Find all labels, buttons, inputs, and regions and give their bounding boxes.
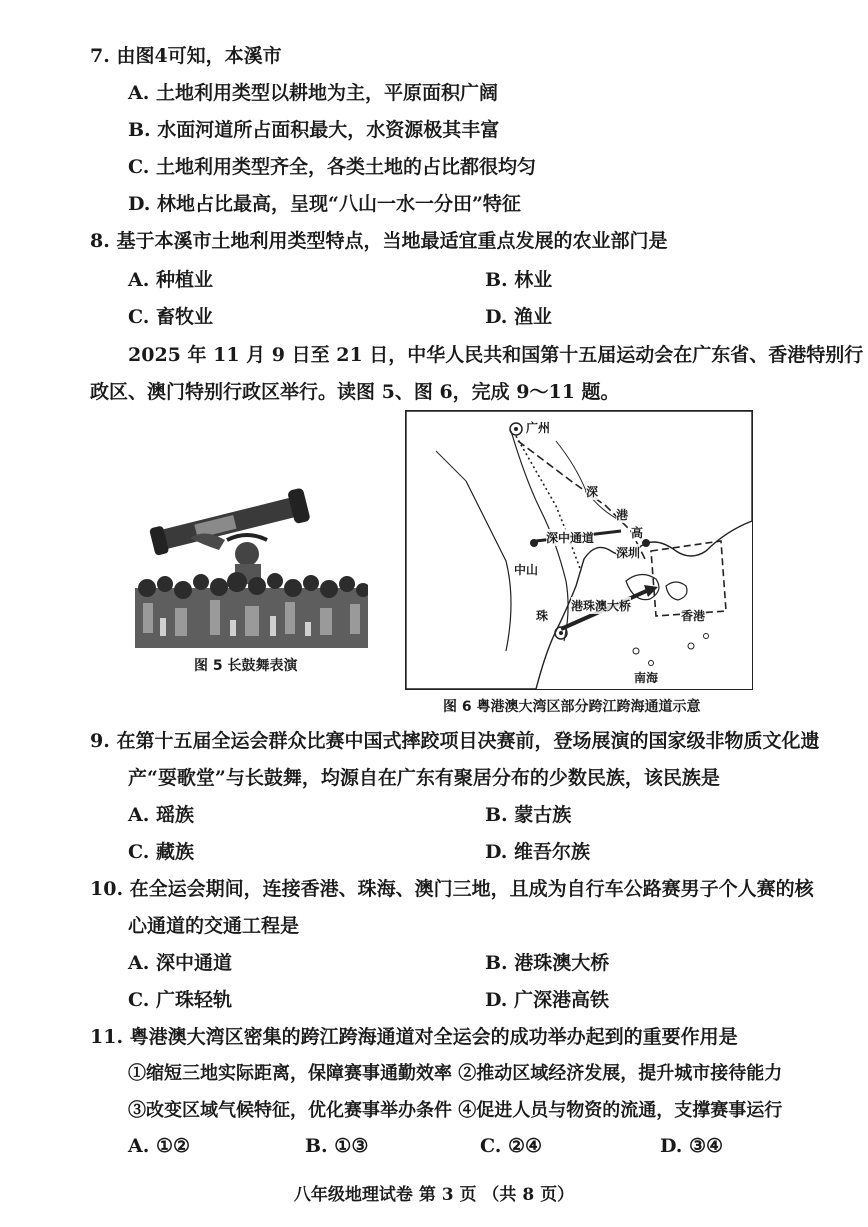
q9-option-b: B. 蒙古族 bbox=[485, 804, 572, 826]
q10-option-c: C. 广珠轻轨 bbox=[128, 989, 233, 1011]
map-label-hzm-bridge: 港珠澳大桥 bbox=[571, 599, 632, 613]
page-footer: 八年级地理试卷 第 3 页 （共 8 页） bbox=[293, 1185, 575, 1205]
map-label-shenzhen: 深圳 bbox=[616, 546, 641, 560]
figure-6-map bbox=[405, 410, 753, 690]
map-label-xianggang: 香港 bbox=[681, 609, 706, 623]
q9-option-c: C. 藏族 bbox=[128, 841, 195, 863]
q11-option-d: D. ③④ bbox=[660, 1135, 724, 1157]
map-label-shen: 深 bbox=[586, 485, 599, 499]
bay-area-map bbox=[406, 411, 752, 689]
q7-option-a: A. 土地利用类型以耕地为主，平原面积广阔 bbox=[128, 82, 498, 104]
q10-stem-line-1: 10. 在全运会期间，连接香港、珠海、澳门三地，且成为自行车公路赛男子个人赛的核 bbox=[90, 878, 814, 900]
q8-option-a: A. 种植业 bbox=[128, 269, 213, 291]
q7-stem: 7. 由图4可知，本溪市 bbox=[90, 45, 282, 67]
map-label-shenzhong: 深中通道 bbox=[546, 531, 595, 545]
drum-dance-illustration bbox=[135, 478, 368, 648]
map-label-guangzhou: 广州 bbox=[526, 421, 551, 435]
map-label-gang: 港 bbox=[616, 508, 629, 522]
q11-stem: 11. 粤港澳大湾区密集的跨江跨海通道对全运会的成功举办起到的重要作用是 bbox=[90, 1026, 738, 1048]
q9-option-d: D. 维吾尔族 bbox=[485, 841, 591, 863]
q8-option-c: C. 畜牧业 bbox=[128, 306, 214, 328]
figure-5-photo bbox=[135, 478, 368, 648]
intro-line-2: 政区、澳门特别行政区举行。读图 5、图 6，完成 9～11 题。 bbox=[90, 381, 620, 403]
map-label-gao: 高 bbox=[631, 526, 644, 540]
q9-option-a: A. 瑶族 bbox=[128, 804, 194, 826]
map-label-zhongshan: 中山 bbox=[514, 563, 539, 577]
q11-option-a: A. ①② bbox=[128, 1135, 191, 1157]
q7-option-b: B. 水面河道所占面积最大，水资源极其丰富 bbox=[128, 119, 500, 141]
figure-6-caption: 图 6 粤港澳大湾区部分跨江跨海通道示意 bbox=[443, 699, 701, 715]
q9-stem-line-1: 9. 在第十五届全运会群众比赛中国式摔跤项目决赛前，登场展演的国家级非物质文化遗 bbox=[90, 730, 820, 752]
figure-5-caption: 图 5 长鼓舞表演 bbox=[194, 658, 298, 674]
map-label-nanhai: 南海 bbox=[634, 671, 659, 685]
q8-stem: 8. 基于本溪市土地利用类型特点，当地最适宜重点发展的农业部门是 bbox=[90, 230, 668, 252]
q10-stem-line-2: 心通道的交通工程是 bbox=[128, 915, 300, 937]
q9-stem-line-2: 产“耍歌堂”与长鼓舞，均源自在广东有聚居分布的少数民族，该民族是 bbox=[128, 767, 720, 789]
q7-option-d: D. 林地占比最高，呈现“八山一水一分田”特征 bbox=[128, 193, 521, 215]
q8-option-d: D. 渔业 bbox=[485, 306, 553, 328]
q8-option-b: B. 林业 bbox=[485, 269, 553, 291]
q10-option-a: A. 深中通道 bbox=[128, 952, 232, 974]
q10-option-b: B. 港珠澳大桥 bbox=[485, 952, 610, 974]
q11-statements-2: ③改变区域气候特征，优化赛事举办条件 ④促进人员与物资的流通，支撑赛事运行 bbox=[128, 1100, 783, 1121]
q11-option-b: B. ①③ bbox=[305, 1135, 369, 1157]
map-label-zhu: 珠 bbox=[536, 609, 549, 623]
q11-option-c: C. ②④ bbox=[480, 1135, 543, 1157]
q10-option-d: D. 广深港高铁 bbox=[485, 989, 610, 1011]
q7-option-c: C. 土地利用类型齐全，各类土地的占比都很均匀 bbox=[128, 156, 537, 178]
intro-line-1: 2025 年 11 月 9 日至 21 日，中华人民共和国第十五届运动会在广东省、香港特别行 bbox=[128, 344, 864, 366]
q11-statements-1: ①缩短三地实际距离，保障赛事通勤效率 ②推动区域经济发展，提升城市接待能力 bbox=[128, 1063, 783, 1084]
